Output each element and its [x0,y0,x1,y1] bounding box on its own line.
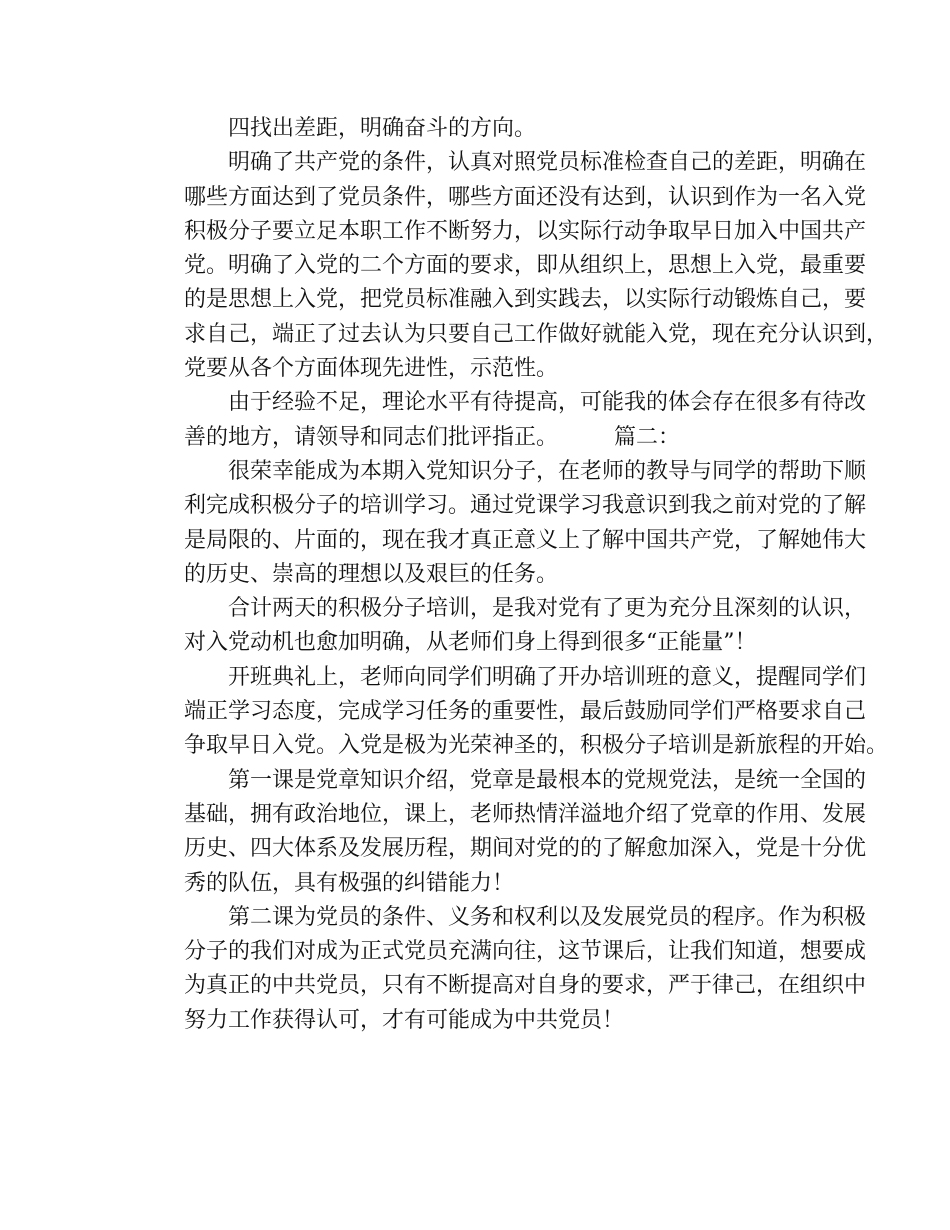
text-line: 明确了共产党的条件，认真对照党员标准检查自己的差距，明确在 [228,150,867,176]
text-line: 为真正的中共党员，只有不断提高对自身的要求，严于律己，在组织中 [184,973,867,999]
document-body [140,112,889,1038]
paragraph-5 [140,592,867,661]
text-line: 努力工作获得认可，才有可能成为中共党员！ [184,1007,625,1033]
text-line: 分子的我们对成为正式党员充满向往，这节课后，让我们知道，想要成 [184,939,867,965]
text-line: 的是思想上入党，把党员标准融入到实践去，以实际行动锻炼自己，要 [184,287,867,313]
text-line: 秀的队伍，具有极强的纠错能力！ [184,870,515,896]
paragraph-3 [140,386,867,455]
text-line: 是局限的、片面的，现在我才真正意义上了解中国共产党，了解她伟大 [184,527,867,553]
paragraph-2 [140,146,889,386]
text-line: 的历史、崇高的理想以及艰巨的任务。 [184,561,559,587]
text-line: 党。明确了入党的二个方面的要求，即从组织上，思想上入党，最重要 [184,253,867,279]
paragraph-1 [140,112,830,146]
paragraph-4 [140,455,867,592]
text-line: 由于经验不足，理论水平有待提高，可能我的体会存在很多有待改 [228,390,867,416]
text-line: 端正学习态度，完成学习任务的重要性，最后鼓励同学们严格要求自己 [184,699,867,725]
paragraph-7 [140,764,867,901]
text-line: 合计两天的积极分子培训，是我对党有了更为充分且深刻的认识， [228,596,867,622]
text-line: 哪些方面达到了党员条件，哪些方面还没有达到，认识到作为一名入党 [184,184,867,210]
text-line: 对入党动机也愈加明确，从老师们身上得到很多“正能量”！ [184,630,757,656]
text-line: 历史、四大体系及发展历程，期间对党的的了解愈加深入，党是十分优 [184,836,867,862]
text-line: 争取早日入党。入党是极为光荣神圣的，积极分子培训是新旅程的开始。 [184,733,889,759]
text-line: 第二课为党员的条件、义务和权利以及发展党员的程序。作为积极 [228,904,867,930]
text-line: 第一课是党章知识介绍，党章是最根本的党规党法，是统一全国的 [228,767,867,793]
text-line: 基础，拥有政治地位，课上，老师热情洋溢地介绍了党章的作用、发展 [184,801,867,827]
text-line: 很荣幸能成为本期入党知识分子，在老师的教导与同学的帮助下顺 [228,458,867,484]
text-line: 积极分子要立足本职工作不断努力，以实际行动争取早日加入中国共产 [184,218,867,244]
text-line: 求自己，端正了过去认为只要自己工作做好就能入党，现在充分认识到， [184,321,889,347]
text-line: 开班典礼上，老师向同学们明确了开办培训班的意义，提醒同学们 [228,664,867,690]
text-line: 党要从各个方面体现先进性，示范性。 [184,356,559,382]
text-line: 善的地方，请领导和同志们批评指正。 篇二： [184,424,680,450]
paragraph-8 [140,901,867,1038]
text-line: 四找出差距，明确奋斗的方向。 [228,116,537,141]
text-line: 利完成积极分子的培训学习。通过党课学习我意识到我之前对党的了解 [184,493,867,519]
paragraph-6 [140,661,889,764]
